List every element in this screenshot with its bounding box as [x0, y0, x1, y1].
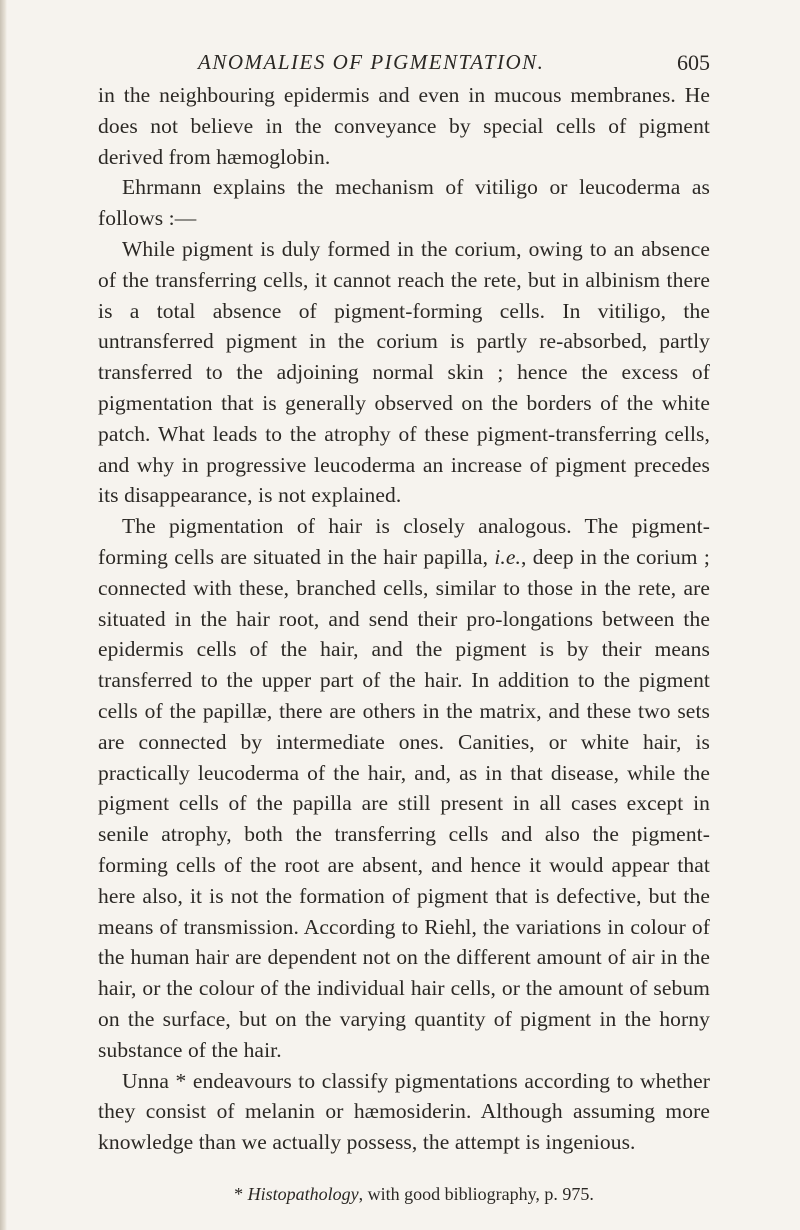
paragraph-ehrmann-intro: Ehrmann explains the mechanism of vitiligo or leucoderma as follows :—	[98, 175, 710, 231]
footnote-text: , with good bibliography, p. 975.	[358, 1183, 594, 1204]
paragraph-hair-pigmentation	[98, 511, 710, 1065]
footnote-title: Histopathology	[247, 1183, 359, 1204]
book-page	[98, 38, 710, 1206]
page-number: 605	[677, 50, 710, 75]
footnote	[98, 1182, 710, 1206]
hair-text-part-1: The pigmentation of hair is closely analogous. The pigment-forming cells are situated in the hair papilla,	[98, 514, 710, 569]
paragraph-vitiligo-mechanism: While pigment is duly formed in the corium, owing to an absence of the transferring cells, it cannot reach the rete, but in albinism there is a total absence of pigment-forming cells. In vitiligo, the untransferred pigment in the corium is partly re-absorbed, partly transferred to the adjoining normal skin ; hence the excess of pigmentation that is generally observed on the borders of the white patch. What leads to the atrophy of these pigment-transferring cells, and why in progressive leucoderma an increase of pigment precedes its disappearance, is not explained.	[98, 236, 710, 508]
running-head	[98, 38, 710, 78]
ie-abbreviation: i.e.	[494, 544, 522, 569]
paragraph-unna-classification: Unna * endeavours to classify pigmentations according to whether they consist of melanin or hæmosiderin. Although assuming more knowledge than we actually possess, the attempt is ingenious.	[98, 1068, 710, 1155]
running-title: ANOMALIES OF PIGMENTATION.	[198, 50, 545, 74]
page-binding-edge	[0, 0, 7, 1230]
body-text	[98, 80, 710, 1158]
paragraph-continuation: in the neighbouring epidermis and even in mucous membranes. He does not believe in the conveyance by special cells of pigment derived from hæmoglobin.	[98, 83, 710, 169]
footnote-marker: *	[234, 1183, 248, 1204]
hair-text-part-2: , deep in the corium ; connected with these, branched cells, similar to those in the rete, are situated in the hair root, and send their pro-longations between the epidermis cells of the hair, and the pigment is by their means transferred to the upper part of the hair. In addition to the pigment cells of the papillæ, there are others in the matrix, and these two sets are connected by intermediate ones. Canities, or white hair, is practically leucoderma of the hair, and, as in that disease, while the pigment cells of the papilla are still present in all cases except in senile atrophy, both the transferring cells and also the pigment-forming cells of the root are absent, and hence it would appear that here also, it is not the formation of pigment that is defective, but the means of transmission. According to Riehl, the variations in colour of the human hair are dependent not on the different amount of air in the hair, or the colour of the individual hair cells, or the amount of sebum on the surface, but on the varying quantity of pigment in the horny substance of the hair.	[98, 544, 710, 1062]
